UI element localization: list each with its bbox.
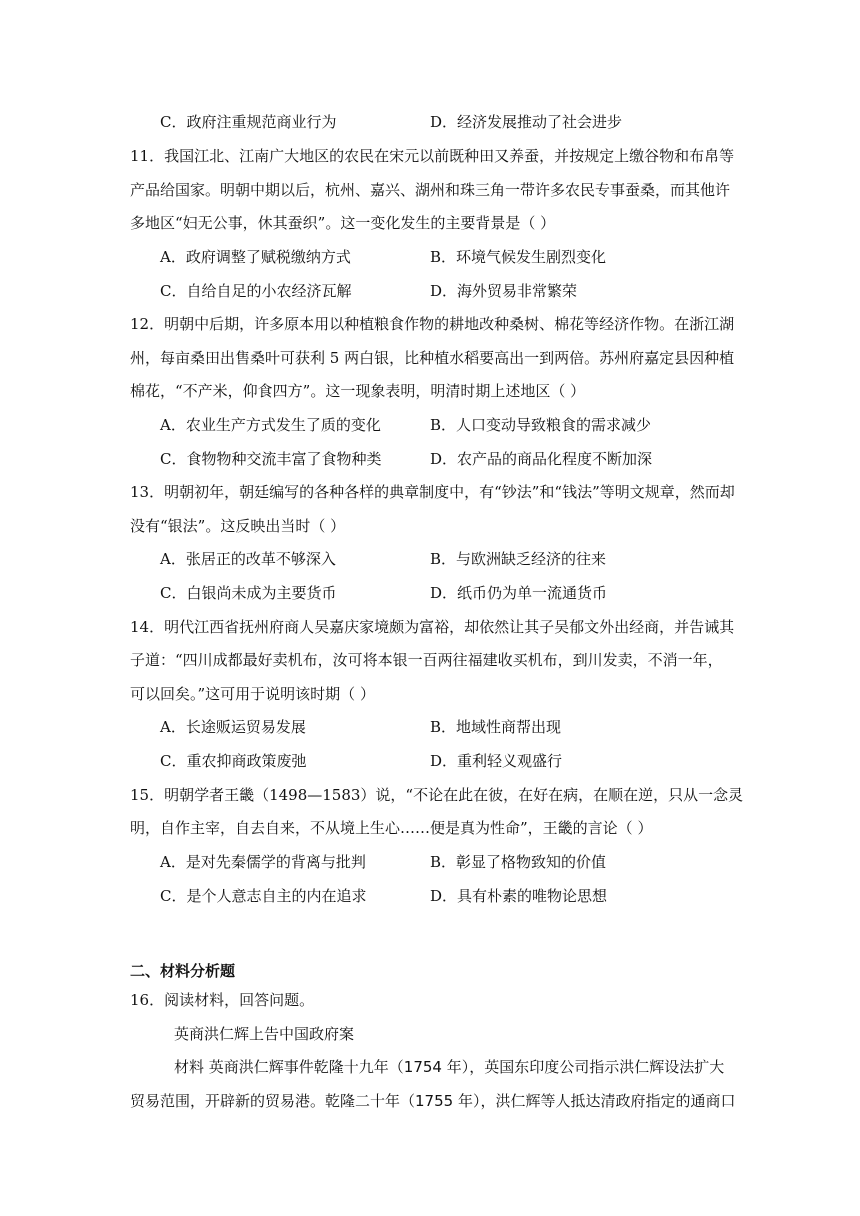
q13-option-d: D．纸币仍为单一流通货币 xyxy=(430,584,608,602)
section-2-title: 二、材料分析题 xyxy=(130,962,236,980)
q13-stem-line-1: 13．明朝初年，朝廷编写的各种各样的典章制度中，有“钞法”和“钱法”等明文规章，然而却 xyxy=(130,483,735,501)
q13-option-a: A．张居正的改革不够深入 xyxy=(160,550,336,568)
q16-material-line-2: 贸易范围，开辟新的贸易港。乾隆二十年（1755 年），洪仁辉等人抵达清政府指定的通商口 xyxy=(130,1092,736,1110)
q12-stem-line-1: 12．明朝中后期，许多原本用以种植粮食作物的耕地改种桑树、棉花等经济作物。在浙江湖 xyxy=(130,315,735,333)
q12-option-c: C．食物物种交流丰富了食物种类 xyxy=(160,450,382,468)
q15-option-b: B．彰显了格物致知的价值 xyxy=(430,853,607,871)
q14-stem-line-3: 可以回矣。”这可用于说明该时期（ ） xyxy=(130,685,375,703)
q14-option-b: B．地域性商帮出现 xyxy=(430,718,562,736)
q14-option-d: D．重利轻义观盛行 xyxy=(430,752,563,770)
q10-option-d: D．经济发展推动了社会进步 xyxy=(430,113,623,131)
q12-stem-line-2: 州，每亩桑田出售桑叶可获利 5 两白银，比种植水稻要高出一到两倍。苏州府嘉定县因种植 xyxy=(130,349,735,367)
q13-option-b: B．与欧洲缺乏经济的往来 xyxy=(430,550,607,568)
q15-stem-line-2: 明，自作主宰，自去自来，不从境上生心……便是真为性命”，王畿的言论（ ） xyxy=(130,819,653,837)
q12-option-a: A．农业生产方式发生了质的变化 xyxy=(160,416,381,434)
q14-option-c: C．重农抑商政策废弛 xyxy=(160,752,307,770)
q13-stem-line-2: 没有“银法”。这反映出当时（ ） xyxy=(130,517,346,535)
q14-stem-line-1: 14．明代江西省抚州府商人吴嘉庆家境颇为富裕，却依然让其子吴郁文外出经商，并告诫其 xyxy=(130,618,735,636)
q13-option-c: C．白银尚未成为主要货币 xyxy=(160,584,337,602)
q11-option-b: B．环境气候发生剧烈变化 xyxy=(430,248,607,266)
q10-option-c: C．政府注重规范商业行为 xyxy=(160,113,337,131)
q11-option-d: D．海外贸易非常繁荣 xyxy=(430,282,578,300)
q16-material-title: 英商洪仁辉上告中国政府案 xyxy=(174,1025,355,1043)
q11-stem-line-3: 多地区“妇无公事，休其蚕织”。这一变化发生的主要背景是（ ） xyxy=(130,214,556,232)
q16-stem: 16．阅读材料，回答问题。 xyxy=(130,991,315,1009)
q11-option-a: A．政府调整了赋税缴纳方式 xyxy=(160,248,351,266)
q14-option-a: A．长途贩运贸易发展 xyxy=(160,718,306,736)
q14-stem-line-2: 子道：“四川成都最好卖机布，汝可将本银一百两往福建收买机布，到川发卖，不消一年， xyxy=(130,651,723,669)
q11-option-c: C．自给自足的小农经济瓦解 xyxy=(160,282,352,300)
q15-option-a: A．是对先秦儒学的背离与批判 xyxy=(160,853,366,871)
q15-option-c: C．是个人意志自主的内在追求 xyxy=(160,887,367,905)
q12-option-b: B．人口变动导致粮食的需求减少 xyxy=(430,416,652,434)
q12-stem-line-3: 棉花，“不产米，仰食四方”。这一现象表明，明清时期上述地区（ ） xyxy=(130,382,586,400)
q12-option-d: D．农产品的商品化程度不断加深 xyxy=(430,450,653,468)
q16-material-line-1: 材料 英商洪仁辉事件乾隆十九年（1754 年），英国东印度公司指示洪仁辉设法扩大 xyxy=(174,1058,725,1076)
q15-option-d: D．具有朴素的唯物论思想 xyxy=(430,887,608,905)
q11-stem-line-1: 11．我国江北、江南广大地区的农民在宋元以前既种田又养蚕，并按规定上缴谷物和布帛等 xyxy=(130,147,735,165)
q11-stem-line-2: 产品给国家。明朝中期以后，杭州、嘉兴、湖州和珠三角一带许多农民专事蚕桑，而其他许 xyxy=(130,181,731,199)
q15-stem-line-1: 15．明朝学者王畿（1498—1583）说，“不论在此在彼，在好在病，在顺在逆，只从一念灵 xyxy=(130,786,744,804)
